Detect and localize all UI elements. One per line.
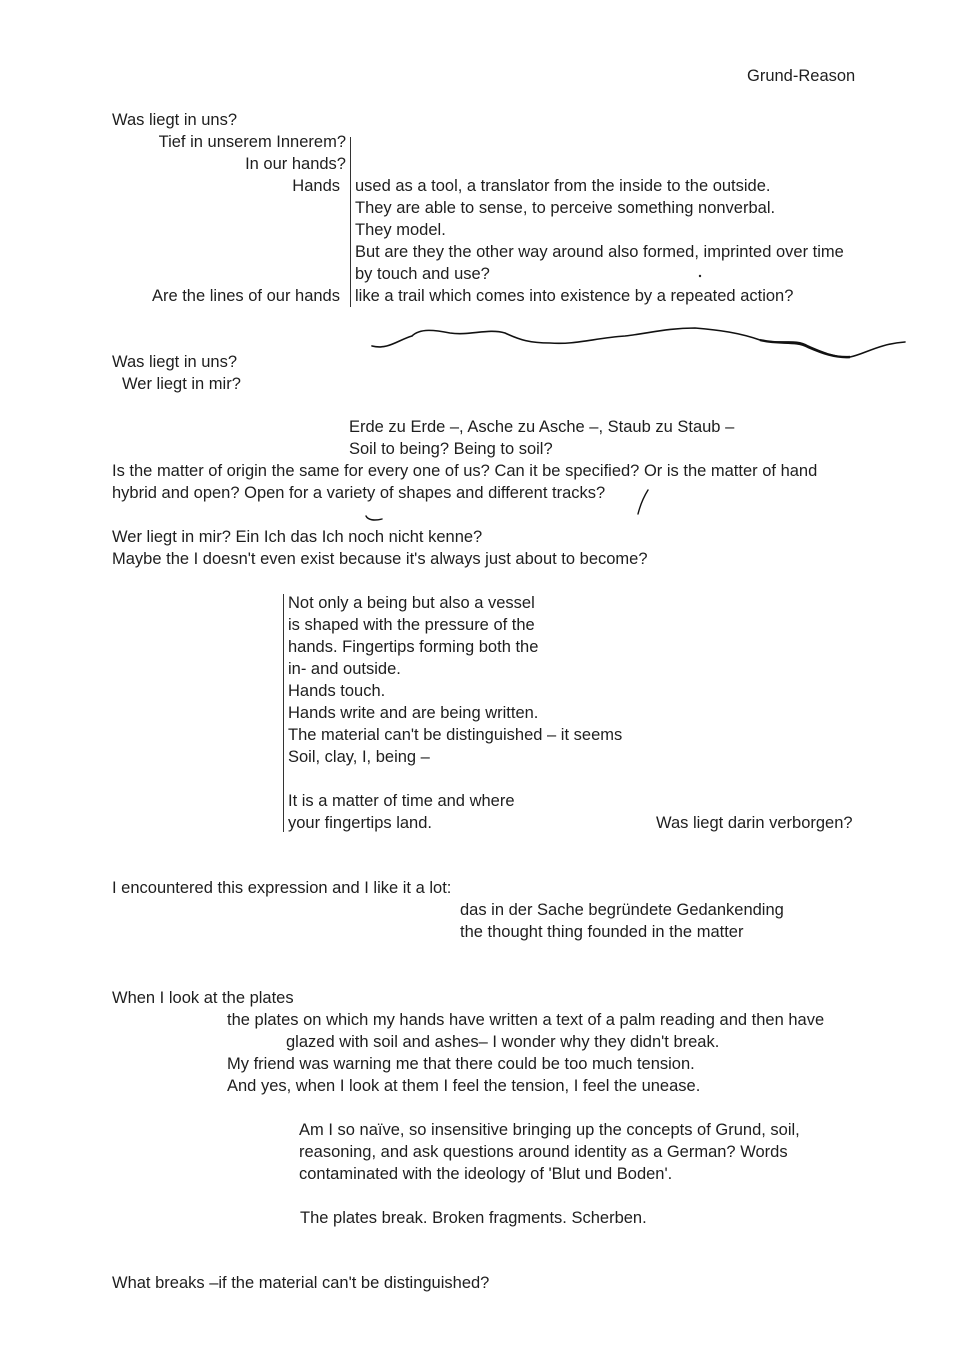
text-line: What breaks –if the material can't be distinguished? <box>112 1274 490 1292</box>
text-line: Hands touch. <box>288 682 386 700</box>
text-line: Not only a being but also a vessel <box>288 594 535 612</box>
text-line: My friend was warning me that there could be too much tension. <box>227 1055 695 1073</box>
text-line: Hands <box>292 177 340 195</box>
text-line: the plates on which my hands have written a text of a palm reading and then have <box>227 1011 825 1029</box>
page-title: Grund-Reason <box>747 67 856 85</box>
text-line: Wer liegt in mir? Ein Ich das Ich noch nicht kenne? <box>112 528 483 546</box>
text-line: das in der Sache begründete Gedankending <box>460 901 784 919</box>
text-line: In our hands? <box>245 155 346 173</box>
text-line: They model. <box>355 221 446 239</box>
text-line: Wer liegt in mir? <box>122 375 241 393</box>
text-line: They are able to sense, to perceive something nonverbal. <box>355 199 776 217</box>
text-line: Soil to being? Being to soil? <box>349 440 553 458</box>
text-line: Soil, clay, I, being – <box>288 748 430 766</box>
text-line: The plates break. Broken fragments. Scherben. <box>300 1209 647 1227</box>
text-line: reasoning, and ask questions around identity as a German? Words <box>299 1143 788 1161</box>
text-line: used as a tool, a translator from the inside to the outside. <box>355 177 771 195</box>
text-line: The material can't be distinguished – it seems <box>288 726 623 744</box>
text-line: Was liegt darin verborgen? <box>656 814 853 832</box>
text-line: Erde zu Erde –, Asche zu Asche –, Staub zu Staub – <box>349 418 735 436</box>
text-line: glazed with soil and ashes– I wonder why they didn't break. <box>286 1033 720 1051</box>
text-line: But are they the other way around also formed, imprinted over time <box>355 243 844 261</box>
text-line: I encountered this expression and I like it a lot: <box>112 879 452 897</box>
text-line: Hands write and are being written. <box>288 704 539 722</box>
text-line: by touch and use? <box>355 265 490 283</box>
text-line: Am I so naïve, so insensitive bringing up the concepts of Grund, soil, <box>299 1121 800 1139</box>
text-line: Maybe the I doesn't even exist because it's always just about to become? <box>112 550 648 568</box>
text-line: your fingertips land. <box>288 814 432 832</box>
text-line: contaminated with the ideology of 'Blut und Boden'. <box>299 1165 673 1183</box>
text-line: Tief in unserem Innerem? <box>158 133 346 151</box>
text-line: the thought thing founded in the matter <box>460 923 744 941</box>
text-line: Was liegt in uns? <box>112 353 238 371</box>
text-line: hybrid and open? Open for a variety of shapes and different tracks? <box>112 484 606 502</box>
text-line: Is the matter of origin the same for every one of us? Can it be specified? Or is the matter of hand <box>112 462 818 480</box>
text-line: Are the lines of our hands <box>151 287 340 305</box>
text-line: It is a matter of time and where <box>288 792 515 810</box>
text-line: hands. Fingertips forming both the <box>288 638 539 656</box>
text-line: is shaped with the pressure of the <box>288 616 535 634</box>
text-line: in- and outside. <box>288 660 401 678</box>
text-line: like a trail which comes into existence by a repeated action? <box>355 287 794 305</box>
text-line: And yes, when I look at them I feel the tension, I feel the unease. <box>227 1077 701 1095</box>
text-line: When I look at the plates <box>112 989 294 1007</box>
vertical-divider <box>283 594 284 832</box>
text-line: Was liegt in uns? <box>112 111 238 129</box>
